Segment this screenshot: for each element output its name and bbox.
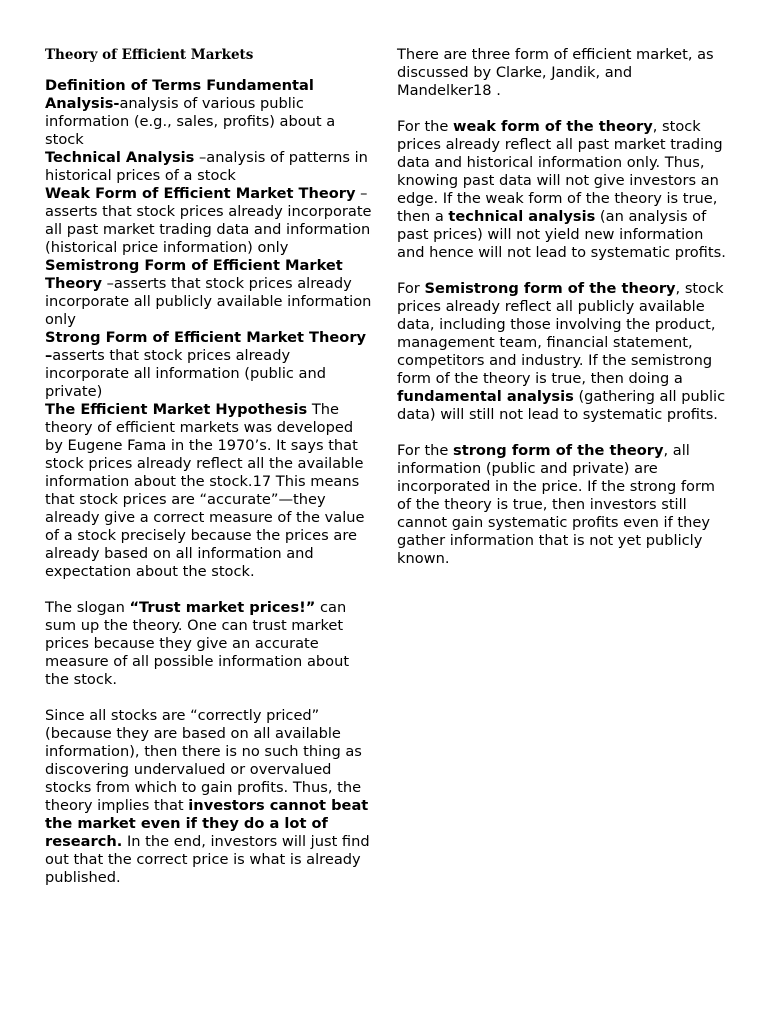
weak-before: For the — [397, 118, 454, 135]
semistrong-form-term: Semistrong Form of Efficient Market Theory — [45, 257, 343, 292]
technical-analysis-term: Technical Analysis — [45, 149, 195, 166]
fundamental-analysis-text: analysis of various public information (e.g., sales, profits) about a stock — [45, 95, 336, 148]
weak-form-term: Weak Form of Efficient Market Theory — [45, 185, 356, 202]
conclusion-paragraph — [45, 707, 373, 887]
slogan-after: can sum up the theory. One can trust market prices because they give an accurate measure of all possible information about the stock. — [45, 599, 350, 688]
slogan-paragraph — [45, 599, 373, 689]
semistrong-middle: , stock prices already reflect all publicly available data, including those involving the product, management team, financial statement, competitors and industry. If the semistrong form of the theory is true, then doing a — [397, 280, 724, 387]
technical-analysis-text: –analysis of patterns in historical prices of a stock — [45, 149, 368, 184]
conclusion-before: Since all stocks are “correctly priced” (because they are based on all available information), then there is no such thing as discovering undervalued or overvalued stocks from which to gain profits. Thus, the theory implies that — [45, 707, 362, 814]
strong-before: For the — [397, 442, 454, 459]
semistrong-after: (gathering all public data) will still not lead to systematic profits. — [397, 388, 726, 423]
conclusion-bold: investors cannot beat the market even if they do a lot of research. — [45, 797, 369, 850]
semistrong-form-bold: Semistrong form of the theory — [424, 280, 676, 297]
semistrong-before: For — [397, 280, 425, 297]
slogan-before: The slogan — [45, 599, 130, 616]
slogan-quote: “Trust market prices!” — [129, 599, 316, 616]
emh-term: The Efficient Market Hypothesis — [45, 401, 308, 418]
weak-after: (an analysis of past prices) will not yield new information and hence will not lead to systematic profits. — [397, 208, 726, 261]
intro-paragraph: There are three form of efficient market, as discussed by Clarke, Jandik, and Mandelker18 . — [397, 46, 714, 99]
strong-form-term: Strong Form of Efficient Market Theory – — [45, 329, 367, 364]
left-column — [45, 46, 373, 887]
conclusion-after: In the end, investors will just find out that the correct price is what is already published. — [45, 833, 370, 886]
weak-form-text: –asserts that stock prices already incorporate all past market trading data and information (historical price information) only — [45, 185, 372, 256]
semistrong-form-text: –asserts that stock prices already incorporate all publicly available information only — [45, 275, 372, 328]
strong-form-text: asserts that stock prices already incorporate all information (public and private) — [45, 347, 326, 400]
strong-form-bold: strong form of the theory — [453, 442, 664, 459]
semistrong-form-paragraph — [397, 280, 729, 424]
weak-middle: , stock prices already reflect all past market trading data and historical information only. Thus, knowing past data will not give investors an edge. If the weak form of the theory is true, then a — [397, 118, 723, 225]
weak-form-paragraph — [397, 118, 729, 262]
document-title: Theory of Efficient Markets — [45, 47, 254, 63]
weak-form-bold: weak form of the theory — [453, 118, 653, 135]
definitions-heading: Definition of Terms Fundamental Analysis- — [45, 77, 314, 112]
fundamental-analysis-bold: fundamental analysis — [397, 388, 574, 405]
definitions-paragraph — [45, 77, 373, 581]
strong-after: , all information (public and private) are incorporated in the price. If the strong form of the theory is true, then investors still cannot gain systematic profits even if they gather information that is not yet publicly known. — [397, 442, 715, 567]
emh-text: The theory of efficient markets was developed by Eugene Fama in the 1970’s. It says that stock prices already reflect all the available information about the stock.17 This means that stock prices are “accurate”—they already give a correct measure of the value of a stock precisely because the prices are already based on all information and expectation about the stock. — [45, 401, 365, 580]
strong-form-paragraph — [397, 442, 729, 568]
right-column — [397, 46, 729, 568]
technical-analysis-bold: technical analysis — [448, 208, 596, 225]
